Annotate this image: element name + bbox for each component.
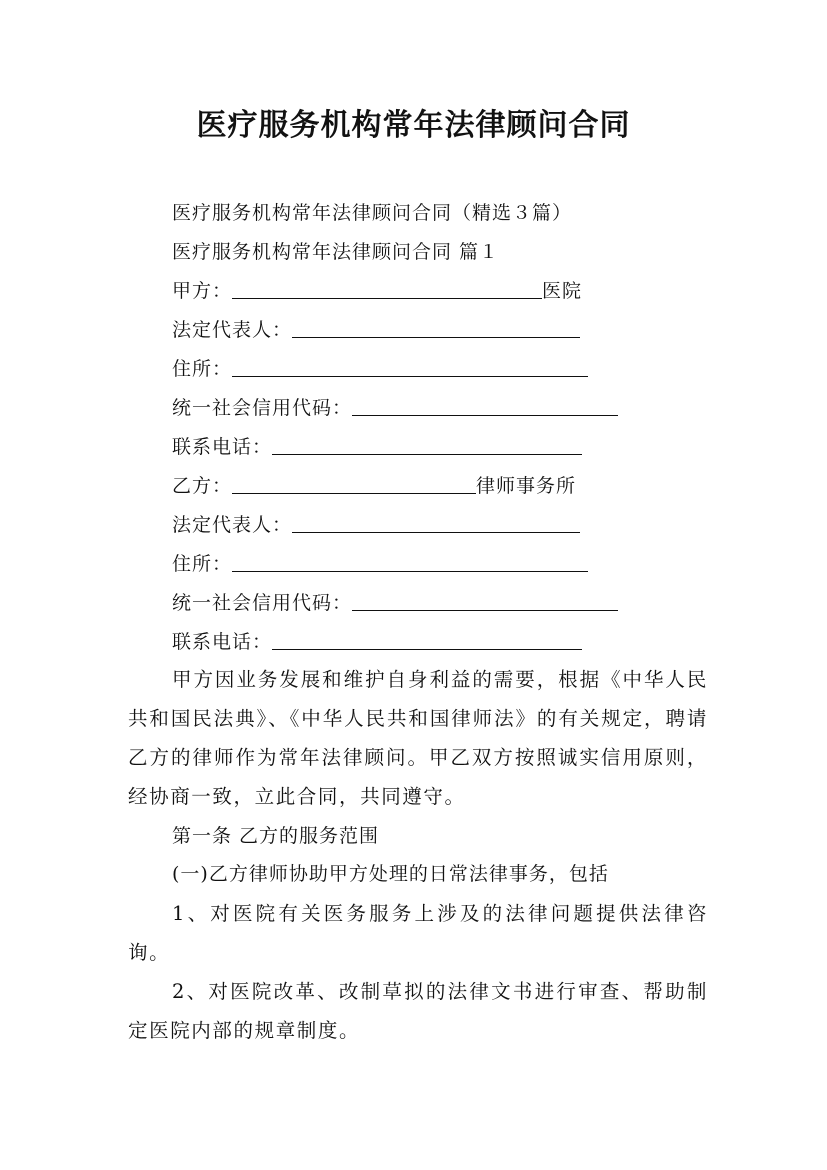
party-b-blank xyxy=(232,475,476,494)
party-a-credit-blank xyxy=(352,397,618,416)
party-b-credit-line xyxy=(172,591,618,615)
item-2: 2、对医院改革、改制草拟的法律文书进行审查、帮助制定医院内部的规章制度。 xyxy=(128,980,708,1042)
party-a-suffix: 医院 xyxy=(542,280,583,302)
party-b-credit-blank xyxy=(352,592,618,611)
party-b-rep-blank xyxy=(292,514,580,533)
clause-1: (一)乙方律师协助甲方处理的日常法律事务，包括 xyxy=(172,863,609,885)
party-b-phone-blank xyxy=(272,631,582,650)
party-a-address-line xyxy=(172,357,588,381)
party-a-line xyxy=(172,279,582,303)
party-b-suffix: 律师事务所 xyxy=(476,475,577,497)
party-b-address-blank xyxy=(232,553,588,572)
party-b-label: 乙方： xyxy=(172,475,233,497)
party-a-address-label: 住所： xyxy=(172,358,233,380)
party-b-phone-line xyxy=(172,630,582,654)
party-a-phone-label: 联系电话： xyxy=(172,436,273,458)
party-a-address-blank xyxy=(232,358,588,377)
item-1: 1、对医院有关医务服务上涉及的法律问题提供法律咨询。 xyxy=(128,902,708,964)
party-a-phone-line xyxy=(172,435,582,459)
party-a-rep-label: 法定代表人： xyxy=(172,319,293,341)
party-b-rep-label: 法定代表人： xyxy=(172,514,293,536)
party-a-phone-blank xyxy=(272,436,582,455)
party-a-credit-label: 统一社会信用代码： xyxy=(172,397,353,419)
party-a-credit-line xyxy=(172,396,618,420)
article-1-heading: 第一条 乙方的服务范围 xyxy=(172,825,380,847)
party-a-label: 甲方： xyxy=(172,280,233,302)
party-b-credit-label: 统一社会信用代码： xyxy=(172,592,353,614)
party-a-rep-line xyxy=(172,318,580,342)
party-b-address-label: 住所： xyxy=(172,553,233,575)
party-b-line xyxy=(172,474,576,498)
document-title: 医疗服务机构常年法律顾问合同 xyxy=(196,108,631,143)
party-b-address-line xyxy=(172,552,588,576)
section-heading: 医疗服务机构常年法律顾问合同 篇１ xyxy=(172,241,500,263)
party-a-rep-blank xyxy=(292,319,580,338)
intro-paragraph: 甲方因业务发展和维护自身利益的需要，根据《中华人民共和国民法典》、《中华人民共和国律师法》的有关规定，聘请乙方的律师作为常年法律顾问。甲乙双方按照诚实信用原则，经协商一致，立此合同，共同遵守。 xyxy=(128,668,708,808)
party-b-phone-label: 联系电话： xyxy=(172,631,273,653)
document-subtitle: 医疗服务机构常年法律顾问合同（精选３篇） xyxy=(172,202,573,224)
party-b-rep-line xyxy=(172,513,580,537)
party-a-blank xyxy=(232,280,542,299)
